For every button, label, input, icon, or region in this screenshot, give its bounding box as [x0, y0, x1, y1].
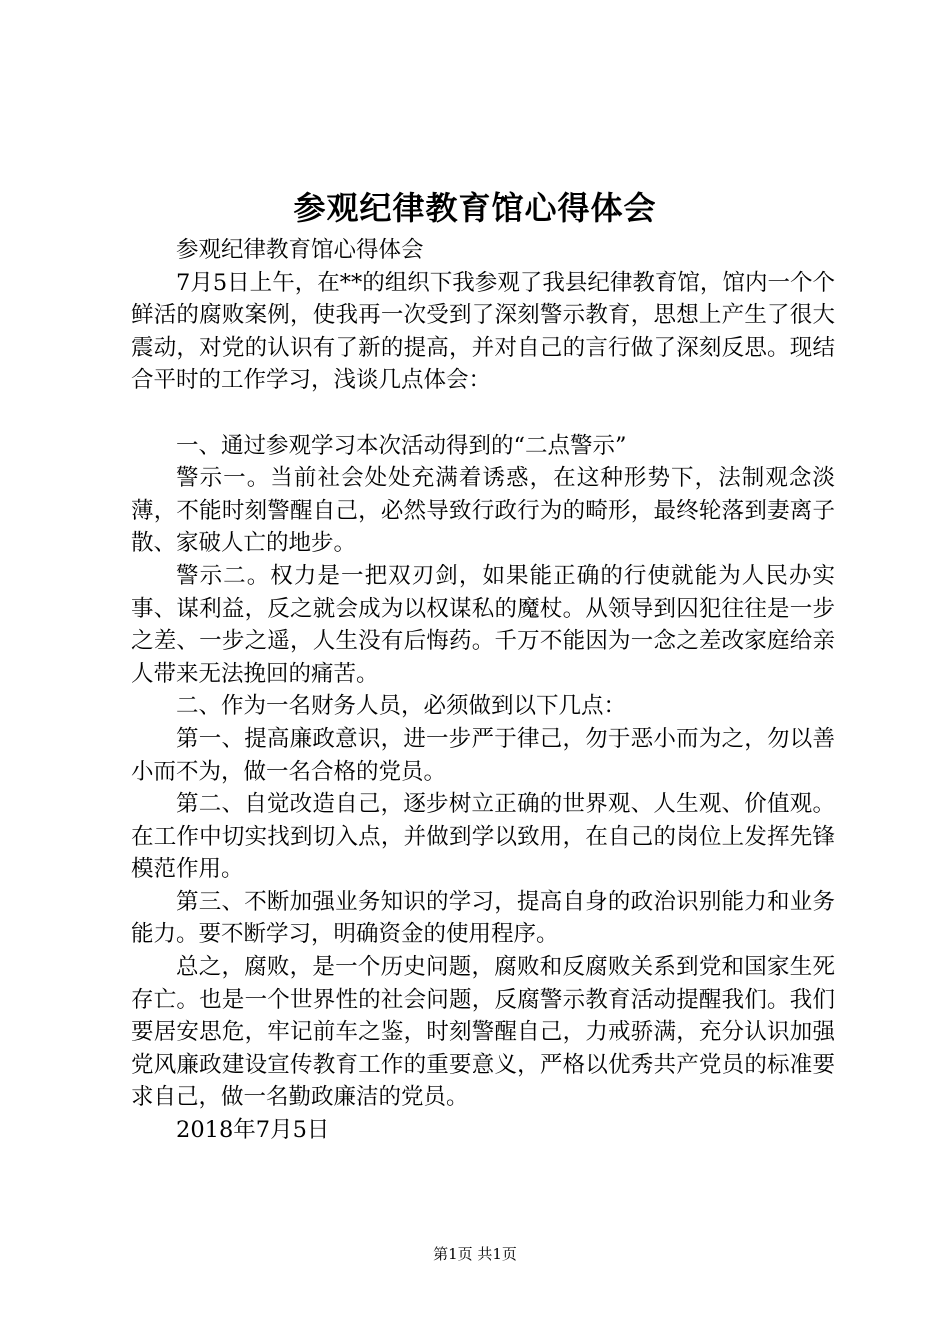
conclusion-paragraph: 总之，腐败，是一个历史问题，腐败和反腐败关系到党和国家生死存亡。也是一个世界性的社会问题，反腐警示教育活动提醒我们。我们要居安思危，牢记前车之鉴，时刻警醒自己，力戒骄满，充分认识加强党风廉政建设宣传教育工作的重要意义，严格以优秀共产党员的标准要求自己，做一名勤政廉洁的党员。: [131, 954, 835, 1111]
warning-two-paragraph: 警示二。权力是一把双刃剑，如果能正确的行使就能为人民办实事、谋利益，反之就会成为以权谋私的魔杖。从领导到囚犯往往是一步之差、一步之遥，人生没有后悔药。千万不能因为一念之差改家庭给亲人带来无法挽回的痛苦。: [131, 562, 835, 687]
warning-one-paragraph: 警示一。当前社会处处充满着诱惑，在这种形势下，法制观念淡薄，不能时刻警醒自己，必然导致行政行为的畸形，最终轮落到妻离子散、家破人亡的地步。: [131, 465, 835, 557]
document-body: [131, 234, 835, 1147]
intro-paragraph: 7月5日上午，在**的组织下我参观了我县纪律教育馆，馆内一个个鲜活的腐败案例，使我再一次受到了深刻警示教育，思想上产生了很大震动，对党的认识有了新的提高，并对自己的言行做了深刻反思。现结合平时的工作学习，浅谈几点体会：: [131, 269, 835, 394]
subtitle-paragraph: 参观纪律教育馆心得体会: [176, 237, 424, 263]
point-two-paragraph: 第二、自觉改造自己，逐步树立正确的世界观、人生观、价值观。在工作中切实找到切入点，并做到学以致用，在自己的岗位上发挥先锋模范作用。: [131, 791, 835, 883]
section-one-heading: 一、通过参观学习本次活动得到的“二点警示”: [176, 432, 627, 459]
point-one-paragraph: 第一、提高廉政意识，进一步严于律己，勿于恶小而为之，勿以善小而不为，做一名合格的党员。: [131, 725, 835, 785]
section-two-heading: 二、作为一名财务人员，必须做到以下几点：: [176, 693, 627, 720]
document-title: 参观纪律教育馆心得体会: [293, 189, 657, 227]
page-footer: 第1页 共1页: [433, 1245, 517, 1263]
point-three-paragraph: 第三、不断加强业务知识的学习，提高自身的政治识别能力和业务能力。要不断学习，明确资金的使用程序。: [131, 888, 835, 948]
date-line: 2018年7月5日: [176, 1117, 330, 1144]
